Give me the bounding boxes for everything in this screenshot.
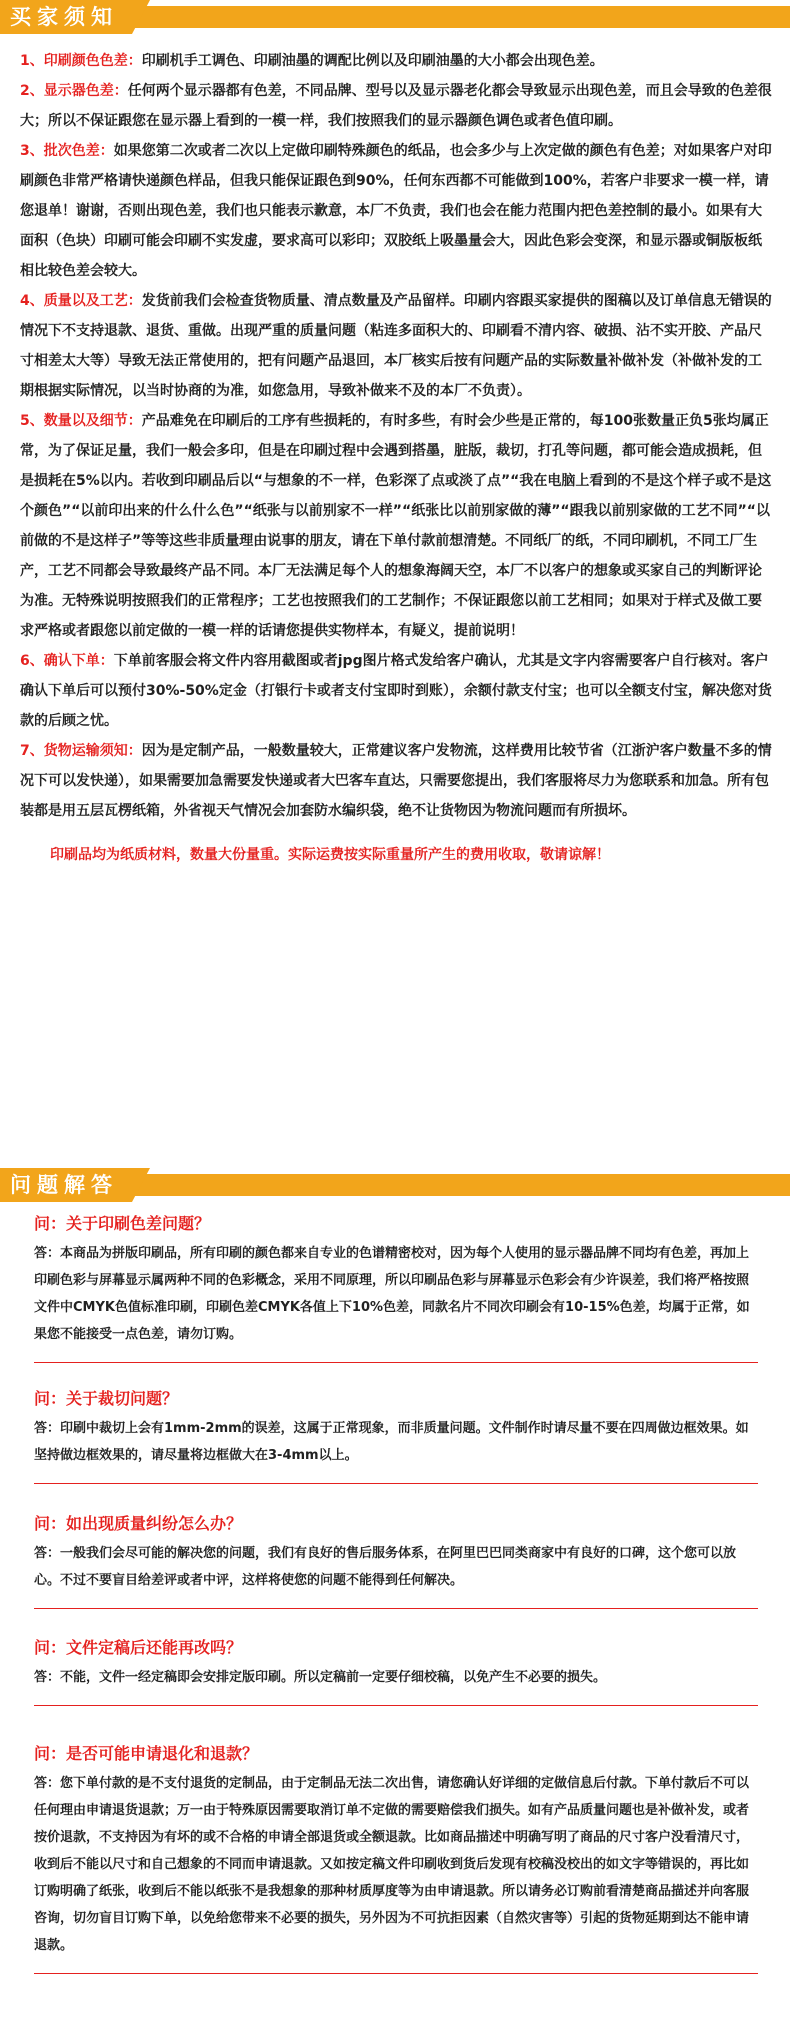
faq-section-header <box>0 1168 790 1202</box>
notice-item-label: 3、批次色差： <box>20 143 114 159</box>
notice-item-text: 如果您第二次或者二次以上定做印刷特殊颜色的纸品，也会多少与上次定做的颜色有色差；对如果客户对印刷颜色非常严格请快递颜色样品，但我只能保证跟色到90%，任何东西都不可能做到100%，若客户非要求一模一样，请您退单！谢谢，否则出现色差，我们也只能表示歉意，本厂不负责，我们也会在能力范围内把色差控制的最小。如果有大面积（色块）印刷可能会印刷不实发虚，要求高可以彩印；双胶纸上吸墨量会大，因此色彩会变深，和显示器或铜版板纸相比较色差会较大。 <box>20 143 772 279</box>
notice-item-text: 下单前客服会将文件内容用截图或者jpg图片格式发给客户确认，尤其是文字内容需要客户自行核对。客户确认下单后可以预付30%-50%定金（打银行卡或者支付宝即时到账），余额付款支付宝；也可以全额支付宝，解决您对货款的后顾之忧。 <box>20 653 772 729</box>
notice-item-text: 产品难免在印刷后的工序有些损耗的，有时多些，有时会少些是正常的，每100张数量正负5张均属正常，为了保证足量，我们一般会多印，但是在印刷过程中会遇到搭墨，脏版，裁切，打孔等问题，都可能会造成损耗，但是损耗在5%以内。若收到印刷品后以“与想象的不一样，色彩深了点或淡了点”“我在电脑上看到的不是这个样子或不是这个颜色”“以前印出来的什么什么色”“纸张与以前别家不一样”“纸张比以前别家做的薄”“跟我以前别家做的工艺不同”“以前做的不是这样子”等等这些非质量理由说事的朋友，请在下单付款前想清楚。不同纸厂的纸，不同印刷机，不同工厂生产，工艺不同都会导致最终产品不同。本厂无法满足每个人的想象海阔天空，本厂不以客户的想象或买家自己的判断评论为准。无特殊说明按照我们的正常程序；工艺也按照我们的工艺制作；不保证跟您以前工艺相同；如果对于样式及做工要求严格或者跟您以前定做的一模一样的话请您提供实物样本，有疑义，提前说明！ <box>20 413 772 639</box>
faq-divider <box>34 1362 758 1363</box>
notice-item-color-diff <box>20 46 772 76</box>
faq-section-title: 问题解答 <box>10 1173 118 1197</box>
faq-question: 问：关于印刷色差问题？ <box>34 1214 211 1233</box>
notice-section-header <box>0 0 790 34</box>
faq-answer: 答：不能，文件一经定稿即会安排定版印刷。所以定稿前一定要仔细校稿，以免产生不必要的损失。 <box>34 1670 607 1685</box>
faq-answer: 答：一般我们会尽可能的解决您的问题，我们有良好的售后服务体系，在阿里巴巴同类商家中有良好的口碑，这个您可以放心。不过不要盲目给差评或者中评，这样将使您的问题不能得到任何解决。 <box>34 1546 737 1588</box>
notice-item-confirm-order <box>20 646 772 736</box>
faq-question: 问：是否可能申请退化和退款？ <box>34 1744 259 1763</box>
notice-item-monitor-diff <box>20 76 772 136</box>
notice-footer-line: 印刷品均为纸质材料，数量大份量重。实际运费按实际重量所产生的费用收取，敬请谅解！ <box>50 847 610 863</box>
faq-item-cutting <box>34 1385 758 1484</box>
faq-divider <box>34 1608 758 1609</box>
faq-answer: 答：您下单付款的是不支付退货的定制品，由于定制品无法二次出售，请您确认好详细的定做信息后付款。下单付款后不可以任何理由申请退货退款；万一由于特殊原因需要取消订单不定做的需要赔偿我们损失。如有产品质量问题也是补做补发，或者按价退款，不支持因为有坏的或不合格的申请全部退货或全额退款。比如商品描述中明确写明了商品的尺寸客户没看清尺寸，收到后不能以尺寸和自己想象的不同而申请退款。又如按定稿文件印刷收到货后发现有校稿没校出的如文字等错误的，再比如订购明确了纸张，收到后不能以纸张不是我想象的那种材质厚度等为由申请退款。所以请务必订购前看清楚商品描述并向客服咨询，切勿盲目订购下单，以免给您带来不必要的损失，另外因为不可抗拒因素（自然灾害等）引起的货物延期到达不能申请退款。 <box>34 1776 750 1953</box>
notice-item-quantity <box>20 406 772 646</box>
faq-item-dispute <box>34 1510 758 1609</box>
notice-item-label: 2、显示器色差： <box>20 83 128 99</box>
faq-question: 问：关于裁切问题？ <box>34 1389 179 1408</box>
notice-content <box>20 46 772 884</box>
faq-answer: 答：印刷中裁切上会有1mm-2mm的误差，这属于正常现象，而非质量问题。文件制作时请尽量不要在四周做边框效果。如坚持做边框效果的，请尽量将边框做大在3-4mm以上。 <box>34 1421 749 1463</box>
notice-item-label: 1、印刷颜色色差： <box>20 53 142 69</box>
notice-item-text: 发货前我们会检查货物质量、清点数量及产品留样。印刷内容跟买家提供的图稿以及订单信息无错误的情况下不支持退款、退货、重做。出现严重的质量问题（粘连多面积大的、印刷看不清内容、破损、沾不实开胶、产品尺寸相差太大等）导致无法正常使用的，把有问题产品退回，本厂核实后按有问题产品的实际数量补做补发（补做补发的工期根据实际情况，以当时协商的为准，如您急用，导致补做来不及的本厂不负责）。 <box>20 293 772 399</box>
notice-item-label: 6、确认下单： <box>20 653 114 669</box>
notice-item-label: 4、质量以及工艺： <box>20 293 142 309</box>
notice-section-title: 买家须知 <box>10 5 118 29</box>
faq-question: 问：文件定稿后还能再改吗？ <box>34 1638 243 1657</box>
notice-item-batch-diff <box>20 136 772 286</box>
faq-answer: 答：本商品为拼版印刷品，所有印刷的颜色都来自专业的色谱精密校对，因为每个人使用的显示器品牌不同均有色差，再加上印刷色彩与屏幕显示属两种不同的色彩概念，采用不同原理，所以印刷品色彩与屏幕显示色彩会有少许误差，我们将严格按照文件中CMYK色值标准印刷，印刷色差CMYK各值上下10%色差，同款名片不同次印刷会有10-15%色差，均属于正常，如果您不能接受一点色差，请勿订购。 <box>34 1246 750 1342</box>
notice-item-label: 7、货物运输须知： <box>20 743 142 759</box>
faq-item-revision <box>34 1634 758 1706</box>
faq-question: 问：如出现质量纠纷怎么办？ <box>34 1514 243 1533</box>
notice-item-shipping <box>20 736 772 826</box>
notice-item-text: 任何两个显示器都有色差，不同品牌、型号以及显示器老化都会导致显示出现色差，而且会导致的色差很大；所以不保证跟您在显示器上看到的一模一样，我们按照我们的显示器颜色调色或者色值印刷。 <box>20 83 772 129</box>
faq-divider <box>34 1973 758 1974</box>
faq-divider <box>34 1483 758 1484</box>
notice-item-label: 5、数量以及细节： <box>20 413 142 429</box>
faq-item-color <box>34 1210 758 1363</box>
notice-item-text: 印刷机手工调色、印刷油墨的调配比例以及印刷油墨的大小都会出现色差。 <box>141 53 604 69</box>
faq-item-refund <box>34 1740 758 1974</box>
notice-item-text: 因为是定制产品，一般数量较大，正常建议客户发物流，这样费用比较节省（江浙沪客户数量不多的情况下可以发快递），如果需要加急需要发快递或者大巴客车直达，只需要您提出，我们客服将尽力为您联系和加急。所有包装都是用五层瓦楞纸箱，外省视天气情况会加套防水编织袋，绝不让货物因为物流问题而有所损坏。 <box>20 743 772 819</box>
faq-divider <box>34 1705 758 1706</box>
notice-item-quality <box>20 286 772 406</box>
